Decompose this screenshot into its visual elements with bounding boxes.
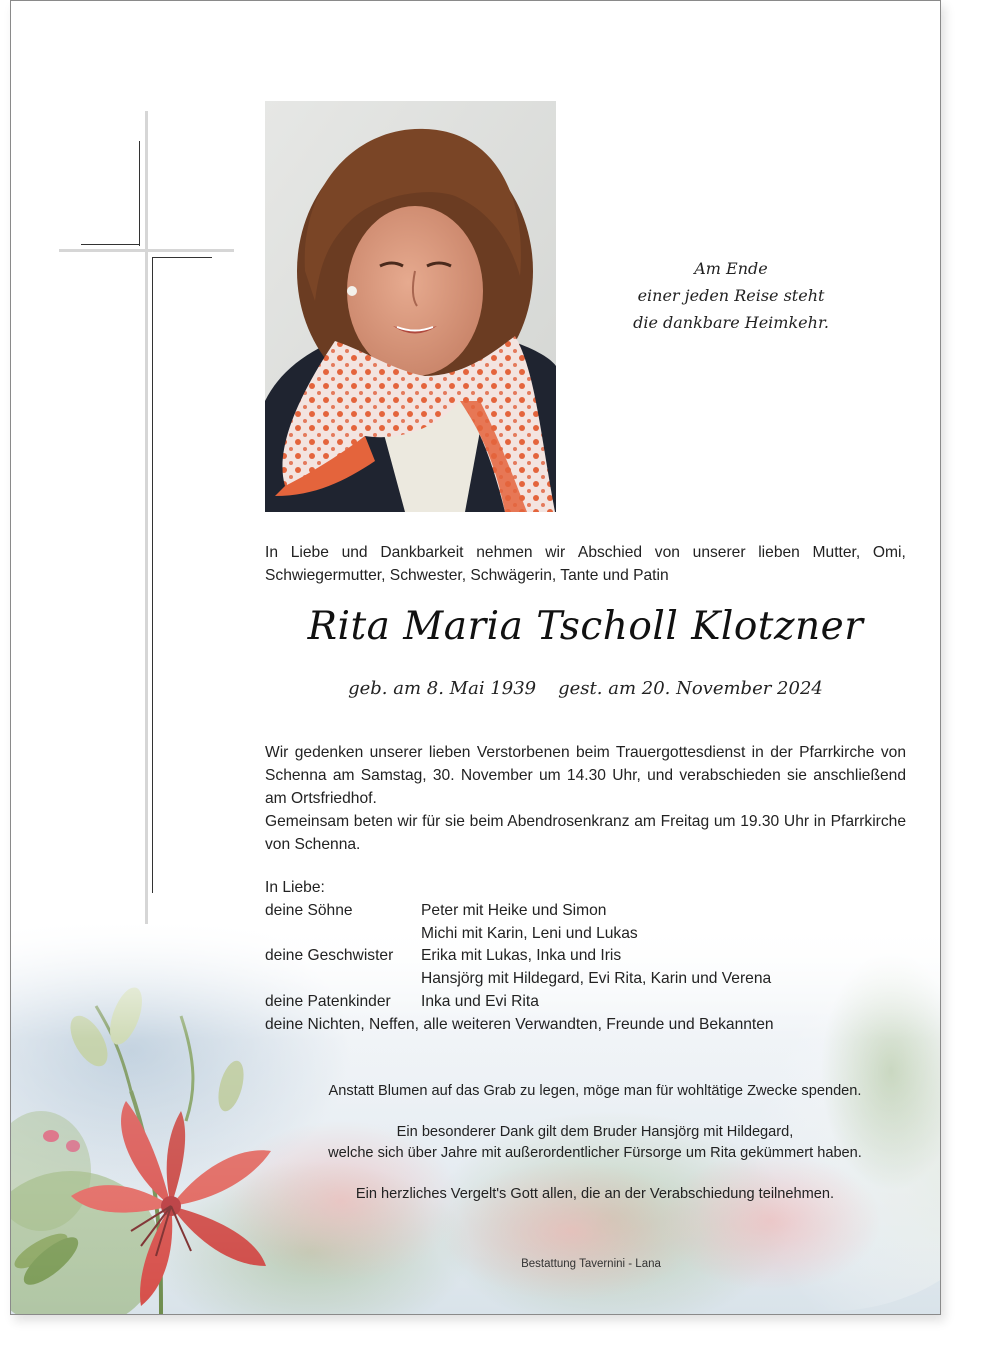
service-paragraph: Wir gedenken unserer lieben Verstorbenen beim Trauergottesdienst in der Pfarrkirche von Schenna am Samstag, 30. November um 14.30 Uhr, und verabschieden sie anschließend am Ortsfriedhof. bbox=[265, 744, 906, 807]
closing-text bbox=[265, 1081, 925, 1225]
cross-line-dark bbox=[152, 257, 153, 893]
cross-horizontal-light bbox=[59, 249, 234, 252]
intro-word: nehmen bbox=[476, 544, 533, 561]
intro-word: lieben bbox=[758, 544, 800, 561]
intro-line: Schwiegermutter, Schwester, Schwägerin, Tante und Patin bbox=[265, 567, 669, 584]
family-row bbox=[265, 900, 915, 923]
intro-word: wir bbox=[545, 544, 566, 561]
undertaker-credit: Bestattung Tavernini - Lana bbox=[521, 1258, 661, 1270]
cross-vertical-light bbox=[145, 111, 148, 924]
cross-line-dark bbox=[152, 257, 212, 258]
death-date: gest. am 20. November 2024 bbox=[558, 678, 823, 699]
intro-word: und bbox=[341, 544, 368, 561]
life-dates bbox=[265, 678, 906, 699]
quote-line: die dankbare Heimkehr. bbox=[633, 313, 829, 332]
cross-line-dark bbox=[139, 141, 140, 246]
intro-word: Abschied bbox=[577, 544, 643, 561]
thanks-note bbox=[265, 1122, 925, 1164]
family-relation: deine Geschwister bbox=[265, 947, 394, 965]
parte-card bbox=[10, 0, 941, 1315]
intro-word: Dankbarkeit bbox=[380, 544, 464, 561]
family-names: Inka und Evi Rita bbox=[421, 992, 539, 1010]
intro-line bbox=[265, 541, 906, 564]
deceased-name: Rita Maria Tscholl Klotzner bbox=[307, 604, 864, 649]
quote bbox=[611, 255, 851, 336]
intro-word: Omi, bbox=[872, 544, 906, 561]
thanks-line: Ein besonderer Dank gilt dem Bruder Hansjörg mit Hildegard, bbox=[396, 1124, 794, 1140]
family-row bbox=[265, 968, 915, 991]
quote-line: einer jeden Reise steht bbox=[637, 286, 825, 305]
family-others: deine Nichten, Neffen, alle weiteren Verwandten, Freunde und Bekannten bbox=[265, 1015, 774, 1033]
family-heading: In Liebe: bbox=[265, 879, 325, 896]
family-names: Peter mit Heike und Simon bbox=[421, 901, 607, 919]
family-row bbox=[265, 923, 915, 946]
thanks-line: welche sich über Jahre mit außerordentlicher Fürsorge um Rita gekümmert haben. bbox=[328, 1145, 862, 1161]
intro-word: Mutter, bbox=[812, 544, 861, 561]
family-names: Erika mit Lukas, Inka und Iris bbox=[421, 947, 622, 965]
vergelts-note: Ein herzliches Vergelt's Gott allen, die an der Verabschiedung teilnehmen. bbox=[355, 1186, 835, 1202]
family-names: Michi mit Karin, Leni und Lukas bbox=[421, 924, 638, 942]
family-list bbox=[265, 877, 915, 1037]
intro-word: unserer bbox=[692, 544, 746, 561]
family-names: Hansjörg mit Hildegard, Evi Rita, Karin und Verena bbox=[421, 970, 772, 988]
birth-date: geb. am 8. Mai 1939 bbox=[348, 678, 537, 699]
intro-word: In bbox=[265, 544, 279, 561]
family-relation: deine Söhne bbox=[265, 901, 353, 919]
family-relation: deine Patenkinder bbox=[265, 992, 391, 1010]
family-relation bbox=[265, 968, 421, 991]
portrait-photo bbox=[265, 101, 556, 512]
intro-word: Liebe bbox=[290, 544, 329, 561]
family-row bbox=[265, 991, 915, 1014]
cross-line-dark bbox=[81, 244, 140, 245]
flowers-note: Anstatt Blumen auf das Grab zu legen, möge man für wohltätige Zwecke spenden. bbox=[328, 1083, 862, 1099]
rosary-paragraph: Gemeinsam beten wir für sie beim Abendrosenkranz am Freitag um 19.30 Uhr in Pfarrkirche von Schenna. bbox=[265, 813, 906, 853]
family-relation bbox=[265, 923, 421, 946]
intro-word: von bbox=[654, 544, 680, 561]
service-text bbox=[265, 741, 906, 856]
quote-line: Am Ende bbox=[694, 259, 768, 278]
intro-text bbox=[265, 541, 906, 587]
family-row bbox=[265, 945, 915, 968]
